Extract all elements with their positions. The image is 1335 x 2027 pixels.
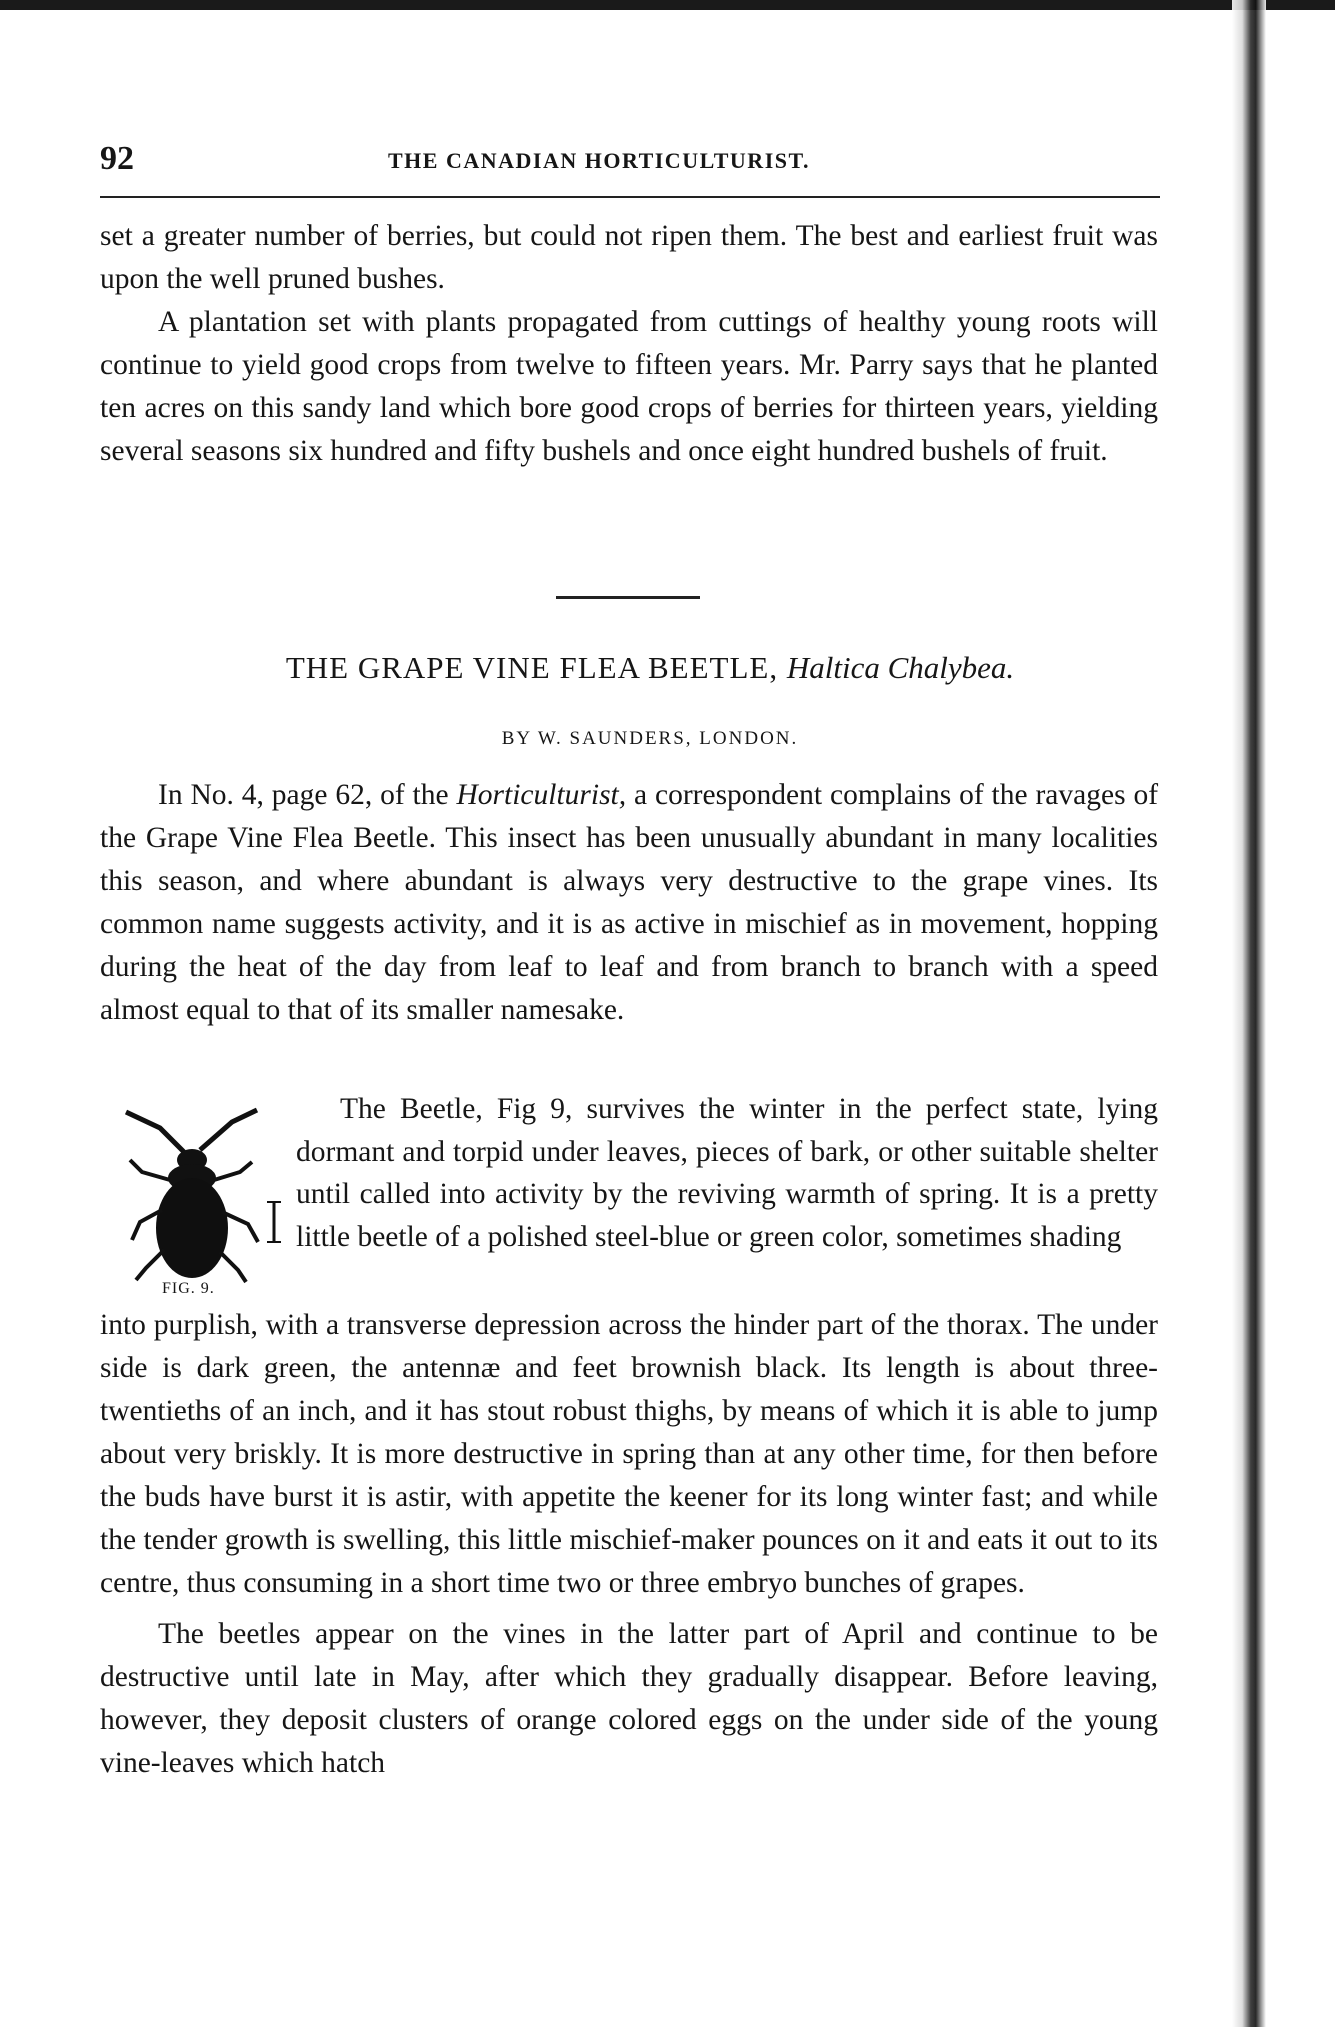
figure-caption: FIG. 9. bbox=[162, 1280, 215, 1297]
page-number: 92 bbox=[100, 140, 134, 177]
page-header bbox=[100, 140, 1160, 180]
paragraph: set a greater number of berries, but could not ripen them. The best and earliest fruit was upon the well pruned bushes. bbox=[100, 220, 1158, 295]
article-title-text: THE GRAPE VINE FLEA BEETLE, bbox=[285, 650, 779, 685]
paragraph: A plantation set with plants propagated from cuttings of healthy young roots will continue to yield good crops from twelve to fifteen years. Mr. Parry says that he planted ten acres on this sandy land which bore good crops of berries for thirteen years, yielding several seasons six hundred and fifty bushels and once eight hundred bushels of fruit. bbox=[100, 306, 1158, 467]
beetle-figure bbox=[112, 1090, 302, 1310]
previous-article-text bbox=[100, 215, 1158, 473]
figure-wrapped-paragraph bbox=[296, 1088, 1158, 1258]
book-page bbox=[100, 0, 1180, 2027]
article-title-scientific: Haltica Chalybea. bbox=[786, 650, 1015, 685]
running-head: THE CANADIAN HORTICULTURIST. bbox=[388, 148, 811, 173]
article-byline: BY W. SAUNDERS, LONDON. bbox=[501, 728, 799, 749]
paragraph: The Beetle, Fig 9, survives the winter in the perfect state, lying dormant and torpid under leaves, pieces of bark, or other suitable shelter until called into activity by the reviving warmth of spring. It is a pretty little beetle of a polished steel-blue or green color, sometimes shading bbox=[296, 1093, 1158, 1253]
paragraph: into purplish, with a transverse depression across the hinder part of the thorax. The under side is dark green, the antennæ and feet brownish black. Its length is about three-twentieths of an inch, and it has stout robust thighs, by means of which it is able to jump about very briskly. It is more destructive in spring than at any other time, for then before the buds have burst it is astir, with appetite the keener for its long winter fast; and while the tender growth is swelling, this little mischief-maker pounces on it and eats it out to its centre, thus consuming in a short time two or three embryo bunches of grapes. bbox=[100, 1309, 1158, 1599]
article-body bbox=[100, 1304, 1158, 1785]
header-rule bbox=[100, 196, 1160, 198]
paragraph: The beetles appear on the vines in the latter part of April and continue to be destructive until late in May, after which they gradually disappear. Before leaving, however, they deposit clusters of orange colored eggs on the under side of the young vine-leaves which hatch bbox=[100, 1618, 1158, 1779]
journal-name: Horticulturist, bbox=[456, 779, 627, 811]
article-intro bbox=[100, 774, 1158, 1032]
intro-text: a correspondent complains of the ravages of the Grape Vine Flea Beetle. This insect has been unusually abundant in many localities this season, and where abundant is always very destructive to the grape vines. Its common name suggests activity, and it is as active in mischief as in movement, hopping during the heat of the day from leaf to leaf and from branch to branch with a speed almost equal to that of its smaller namesake. bbox=[100, 779, 1159, 1026]
intro-text: In No. 4, page 62, of the bbox=[158, 779, 449, 811]
section-divider bbox=[556, 596, 700, 599]
paragraph bbox=[100, 774, 1158, 1032]
page-binding-edge bbox=[1232, 0, 1266, 2027]
article-title bbox=[100, 650, 1200, 686]
beetle-illustration bbox=[112, 1090, 302, 1290]
